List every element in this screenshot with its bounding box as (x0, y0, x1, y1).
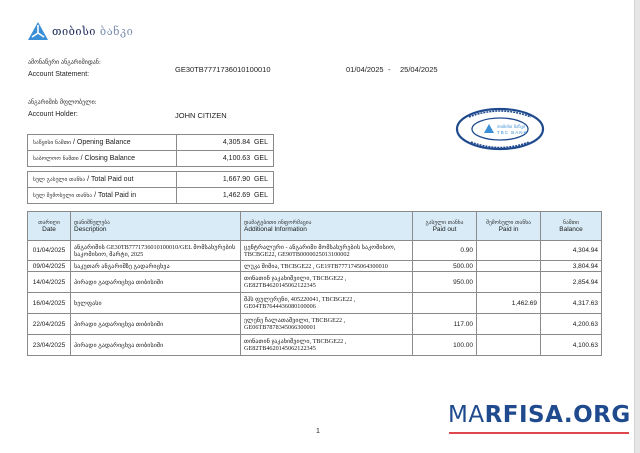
row-description: პირადი გადარიცხვა თიბისიში (71, 335, 241, 356)
page-edge (634, 0, 640, 453)
table-row (28, 293, 602, 314)
row-paid-out: 117.00 (413, 314, 477, 335)
account-number: GE30TB7771736010100010 (175, 65, 271, 74)
row-paid-out: 100.00 (413, 335, 477, 356)
opening-balance-label: საწყისი ნაშთი / Opening Balance (28, 135, 177, 151)
row-paid-out: 950.00 (413, 272, 477, 293)
total-paid-in-value: 1,462.69 GEL (177, 188, 274, 204)
row-date: 01/04/2025 (28, 241, 71, 261)
bank-name (52, 25, 133, 38)
header-additional-info: დამატებითი ინფორმაცია Additional Information (241, 212, 413, 241)
row-additional-info: ცენტრალური - ანგარიში მომსახურების საკომისიო, TBCBGE22, GE90TB0000025013100002 (241, 241, 413, 261)
bank-name-primary: თიბისი (52, 24, 96, 38)
table-row (28, 241, 602, 261)
holder-label-en: Account Holder: (28, 111, 78, 118)
svg-text:თიბისი ბანკი: თიბისი ბანკი (497, 125, 526, 130)
watermark (448, 402, 631, 428)
row-date: 09/04/2025 (28, 261, 71, 272)
table-row (28, 261, 602, 272)
svg-text:TBC BANK: TBC BANK (497, 130, 528, 135)
transactions-table (27, 211, 602, 356)
total-paid-in-label: სულ შემოსული თანხა / Total Paid in (28, 188, 177, 204)
row-description: საკუთარ ანგარიშზე გადარიცხვა (71, 261, 241, 272)
bank-logo (28, 22, 133, 40)
table-row (28, 335, 602, 356)
totals-table (27, 171, 274, 204)
tbc-triangle-logo-icon (28, 22, 48, 40)
watermark-part-2: RFISA.ORG (484, 402, 631, 428)
header-paid-in: შემოსული თანხა Paid in (477, 212, 541, 241)
total-paid-out-value: 1,667.90 GEL (177, 172, 274, 188)
closing-balance-value: 4,100.63 GEL (177, 151, 274, 167)
row-paid-in (477, 261, 541, 272)
watermark-part-1: MA (448, 402, 485, 428)
period-from: 01/04/2025 (346, 65, 384, 74)
row-additional-info: შპს ფულერენი, 405220041, TBCBGE22 , GE04TB7644436080100006 (241, 293, 413, 314)
row-paid-out: 500.00 (413, 261, 477, 272)
row-description: ხელფასი (71, 293, 241, 314)
row-paid-out: 0.90 (413, 241, 477, 261)
table-row (28, 314, 602, 335)
closing-balance-label: საბოლოო ნაშთი / Closing Balance (28, 151, 177, 167)
opening-balance-value: 4,305.84 GEL (177, 135, 274, 151)
bank-name-secondary: ბანკი (99, 24, 134, 38)
row-paid-in (477, 314, 541, 335)
row-balance: 3,804.94 (541, 261, 602, 272)
watermark-underline (449, 432, 629, 434)
period-separator: - (388, 65, 391, 74)
total-paid-in-row (28, 188, 274, 204)
row-date: 16/04/2025 (28, 293, 71, 314)
table-header-row (28, 212, 602, 241)
statement-label-ka: ამონაწერი ანგარიშიდან: (28, 59, 101, 66)
row-description: პირადი გადარიცხვა თიბისიში (71, 314, 241, 335)
closing-balance-row (28, 151, 274, 167)
row-balance: 4,304.94 (541, 241, 602, 261)
row-date: 22/04/2025 (28, 314, 71, 335)
row-description: ანგარიშის GE30TB7771736010100010/GEL მომსახურების საკომისიო, მარტი, 2025 (71, 241, 241, 261)
holder-label-ka: ანგარიშის მფლობელი: (28, 99, 97, 106)
bank-stamp-icon (455, 107, 545, 151)
table-row (28, 272, 602, 293)
header-date: თარიღი Date (28, 212, 71, 241)
holder-name: JOHN CITIZEN (175, 111, 227, 120)
row-description: პირადი გადარიცხვა თიბისიში (71, 272, 241, 293)
row-additional-info: ელენე ჩალათაშვილი, TBCBGE22 , GE06TB7878345066300001 (241, 314, 413, 335)
row-balance: 4,200.63 (541, 314, 602, 335)
balance-summary-table (27, 134, 274, 167)
header-balance: ნაშთი Balance (541, 212, 602, 241)
row-paid-in (477, 335, 541, 356)
opening-balance-row (28, 135, 274, 151)
page-number: 1 (316, 428, 320, 435)
row-paid-in (477, 241, 541, 261)
row-additional-info: თინათინ ჯაკახიშვილი, TBCBGE22 , GE82TB4620145062122345 (241, 335, 413, 356)
row-balance: 4,100.63 (541, 335, 602, 356)
row-date: 14/04/2025 (28, 272, 71, 293)
period-to: 25/04/2025 (400, 65, 438, 74)
total-paid-out-label: სულ გასული თანხა / Total Paid out (28, 172, 177, 188)
row-paid-in: 1,462.69 (477, 293, 541, 314)
row-additional-info: თინათინ ჯაკახიშვილი, TBCBGE22 , GE82TB4620145062122345 (241, 272, 413, 293)
row-date: 23/04/2025 (28, 335, 71, 356)
total-paid-out-row (28, 172, 274, 188)
header-paid-out: გასული თანხა Paid out (413, 212, 477, 241)
header-description: დანიშნულება Description (71, 212, 241, 241)
row-balance: 2,854.94 (541, 272, 602, 293)
row-additional-info: ლუკა მიმია, TBCBGE22 , GE19TB7771745064300010 (241, 261, 413, 272)
row-paid-in (477, 272, 541, 293)
row-paid-out (413, 293, 477, 314)
row-balance: 4,317.63 (541, 293, 602, 314)
statement-label-en: Account Statement: (28, 71, 90, 78)
